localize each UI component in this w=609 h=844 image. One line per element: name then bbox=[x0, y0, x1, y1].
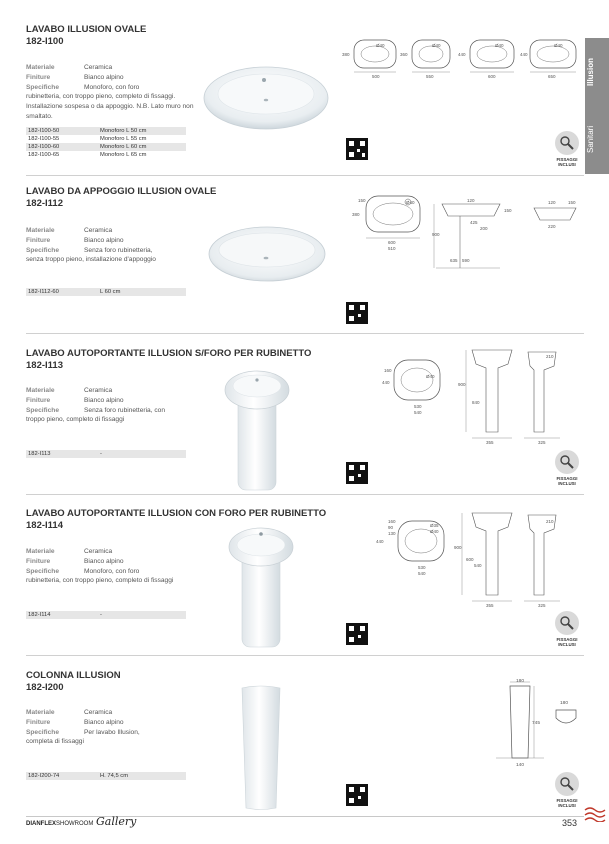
product-section-2 bbox=[0, 176, 584, 333]
product-image bbox=[200, 64, 332, 132]
product-image bbox=[236, 684, 286, 812]
table-row bbox=[26, 135, 186, 143]
dim-label: Ø40 bbox=[406, 200, 415, 205]
dim-label: 355 bbox=[486, 440, 494, 445]
product-image bbox=[226, 525, 296, 649]
product-properties bbox=[26, 708, 194, 747]
dim-label: 530 bbox=[414, 404, 422, 409]
product-code: 182-I100 bbox=[26, 36, 64, 47]
dim-label: Ø40 bbox=[430, 529, 439, 534]
product-properties bbox=[26, 63, 194, 122]
technical-drawing bbox=[374, 509, 574, 609]
qr-code bbox=[346, 138, 368, 160]
dim-label: 510 bbox=[388, 246, 396, 251]
dim-label: 220 bbox=[548, 224, 556, 229]
dim-label: 440 bbox=[382, 380, 390, 385]
dim-label: 440 bbox=[520, 52, 528, 57]
dim-label: Ø40 bbox=[376, 43, 385, 48]
dim-label: 840 bbox=[472, 400, 480, 405]
dim-label: 500 bbox=[372, 74, 380, 79]
dim-label: 180 bbox=[516, 679, 525, 684]
dim-label: 590 bbox=[462, 258, 470, 263]
qr-code bbox=[346, 302, 368, 324]
table-row bbox=[26, 127, 186, 135]
label-finiture: Finiture bbox=[26, 396, 51, 404]
label-materiale: Materiale bbox=[26, 709, 55, 716]
fixings-badge bbox=[550, 131, 584, 167]
dim-label: 355 bbox=[486, 603, 494, 608]
dim-label: 210 bbox=[546, 354, 554, 359]
dim-label: 900 bbox=[432, 232, 440, 237]
technical-drawing bbox=[350, 190, 582, 286]
value-specifiche: Senza foro rubinetteria, con bbox=[84, 406, 166, 414]
value-specifiche: Senza foro rubinetteria, bbox=[84, 246, 153, 254]
dim-label: 120 bbox=[467, 198, 475, 203]
variant-code: 182-I114 bbox=[28, 612, 51, 618]
label-specifiche: Specifiche bbox=[26, 83, 59, 91]
dim-label: 90 bbox=[388, 525, 394, 530]
table-row bbox=[26, 143, 186, 151]
value-materiale: Ceramica bbox=[84, 387, 113, 394]
dim-label: 900 bbox=[454, 545, 462, 550]
table-row bbox=[26, 151, 186, 159]
variant-table bbox=[26, 450, 186, 458]
product-image bbox=[206, 224, 328, 284]
wave-logo-icon bbox=[584, 806, 606, 822]
dim-label: 540 bbox=[414, 410, 422, 415]
badge-line-2: INCLUSI bbox=[558, 162, 576, 167]
badge-line-1: FISSAGGI bbox=[556, 476, 578, 481]
badge-line-1: FISSAGGI bbox=[556, 798, 578, 803]
dim-label: 600 bbox=[466, 557, 474, 562]
dim-label: Ø35 bbox=[430, 523, 439, 528]
value-specifiche-cont: rubinetteria, con troppo pieno, completo di fissaggi bbox=[26, 577, 174, 585]
value-finiture: Bianco alpino bbox=[84, 73, 124, 81]
dim-label: 540 bbox=[418, 571, 426, 576]
value-finiture: Bianco alpino bbox=[84, 396, 124, 404]
variant-desc: Monoforo L 65 cm bbox=[100, 152, 147, 158]
dim-label: 160 bbox=[384, 368, 392, 373]
label-materiale: Materiale bbox=[26, 387, 55, 394]
side-tab-primary: Illusion bbox=[586, 58, 595, 86]
product-code: 182-I200 bbox=[26, 682, 64, 693]
label-materiale: Materiale bbox=[26, 64, 55, 71]
dim-label: 210 bbox=[546, 519, 554, 524]
dim-label: 900 bbox=[458, 382, 466, 387]
dim-label: 150 bbox=[358, 198, 366, 203]
label-finiture: Finiture bbox=[26, 718, 51, 726]
dim-label: 425 bbox=[470, 220, 478, 225]
dim-label: 325 bbox=[538, 440, 546, 445]
dim-label: 380 bbox=[342, 52, 350, 57]
label-finiture: Finiture bbox=[26, 557, 51, 565]
product-properties bbox=[26, 547, 194, 586]
variant-table bbox=[26, 288, 186, 296]
label-specifiche: Specifiche bbox=[26, 728, 59, 736]
technical-drawing bbox=[490, 676, 582, 768]
table-row bbox=[26, 288, 186, 296]
variant-desc: L 60 cm bbox=[100, 289, 121, 295]
value-materiale: Ceramica bbox=[84, 548, 113, 555]
dim-label: 360 bbox=[400, 52, 408, 57]
variant-table bbox=[26, 611, 186, 619]
dim-label: Ø40 bbox=[426, 374, 435, 379]
dim-label: 200 bbox=[480, 226, 488, 231]
variant-desc: Monoforo L 50 cm bbox=[100, 128, 147, 134]
dim-label: 635 bbox=[450, 258, 458, 263]
variant-code: 182-I112-60 bbox=[28, 289, 59, 295]
product-properties bbox=[26, 226, 194, 265]
badge-line-1: FISSAGGI bbox=[556, 637, 578, 642]
wrench-icon bbox=[555, 772, 579, 796]
variant-code: 182-I100-60 bbox=[28, 144, 60, 150]
variant-desc: - bbox=[100, 612, 102, 618]
dim-label: 150 bbox=[568, 200, 576, 205]
brand-sub: SHOWROOM bbox=[56, 821, 94, 827]
dim-label: Ø40 bbox=[554, 43, 563, 48]
label-materiale: Materiale bbox=[26, 548, 55, 555]
product-section-1 bbox=[0, 0, 584, 175]
product-code: 182-I114 bbox=[26, 520, 63, 531]
table-row bbox=[26, 611, 186, 619]
value-finiture: Bianco alpino bbox=[84, 236, 124, 244]
variant-desc: H. 74,5 cm bbox=[100, 773, 129, 779]
side-tab-secondary: Sanitari bbox=[586, 125, 595, 153]
table-row bbox=[26, 450, 186, 458]
product-title: LAVABO ILLUSION OVALE bbox=[26, 24, 147, 35]
label-specifiche: Specifiche bbox=[26, 406, 59, 414]
label-specifiche: Specifiche bbox=[26, 246, 59, 254]
badge-line-2: INCLUSI bbox=[558, 803, 576, 808]
badge-line-2: INCLUSI bbox=[558, 481, 576, 486]
product-code: 182-I113 bbox=[26, 360, 63, 371]
dim-label: 150 bbox=[504, 208, 512, 213]
dim-label: 650 bbox=[548, 74, 556, 79]
wrench-icon bbox=[555, 611, 579, 635]
value-materiale: Ceramica bbox=[84, 227, 113, 234]
wrench-icon bbox=[555, 131, 579, 155]
dim-label: 600 bbox=[388, 240, 396, 245]
qr-code bbox=[346, 784, 368, 806]
product-section-3 bbox=[0, 334, 584, 494]
dim-label: 530 bbox=[418, 565, 426, 570]
value-finiture: Bianco alpino bbox=[84, 718, 124, 726]
dim-label: 440 bbox=[376, 539, 384, 544]
value-materiale: Ceramica bbox=[84, 64, 113, 71]
dim-label: 380 bbox=[352, 212, 360, 217]
product-title: LAVABO AUTOPORTANTE ILLUSION CON FORO PER RUBINETTO bbox=[26, 508, 327, 519]
value-specifiche: Monoforo, con foro bbox=[84, 83, 140, 91]
qr-code bbox=[346, 462, 368, 484]
dim-label: 550 bbox=[426, 74, 434, 79]
product-title: LAVABO AUTOPORTANTE ILLUSION S/FORO PER RUBINETTO bbox=[26, 348, 312, 359]
label-materiale: Materiale bbox=[26, 227, 55, 234]
dim-label: 140 bbox=[516, 763, 525, 768]
variant-desc: Monoforo L 55 cm bbox=[100, 136, 147, 142]
badge-line-2: INCLUSI bbox=[558, 642, 576, 647]
variant-code: 182-I100-50 bbox=[28, 128, 60, 134]
technical-drawing bbox=[340, 36, 582, 80]
badge-line-1: FISSAGGI bbox=[556, 157, 578, 162]
variant-desc: - bbox=[100, 451, 102, 457]
brand-name: DIANFLEX bbox=[26, 821, 56, 827]
dim-label: 745 bbox=[532, 721, 541, 726]
value-specifiche-cont: rubinetteria, con troppo pieno, completo di fissaggi. Installazione sospesa o da appoggio. N.B. Lato muro non smaltato. bbox=[26, 93, 194, 120]
product-code: 182-I112 bbox=[26, 198, 63, 209]
variant-code: 182-I100-55 bbox=[28, 136, 60, 142]
qr-code bbox=[346, 623, 368, 645]
variant-desc: Monoforo L 60 cm bbox=[100, 144, 147, 150]
page-number: 353 bbox=[562, 818, 578, 828]
footer-script-logo: Gallery bbox=[96, 815, 137, 828]
technical-drawing bbox=[374, 346, 574, 446]
fixings-badge bbox=[550, 450, 584, 486]
variant-code: 182-I200-74 bbox=[28, 773, 60, 779]
value-finiture: Bianco alpino bbox=[84, 557, 124, 565]
variant-table bbox=[26, 772, 186, 780]
label-finiture: Finiture bbox=[26, 73, 51, 81]
table-row bbox=[26, 772, 186, 780]
value-specifiche: Per lavabo Illusion, bbox=[84, 728, 140, 736]
product-properties bbox=[26, 386, 194, 425]
dim-label: 120 bbox=[548, 200, 556, 205]
footer-brand bbox=[26, 821, 93, 827]
fixings-badge bbox=[550, 611, 584, 647]
label-specifiche: Specifiche bbox=[26, 567, 59, 575]
variant-code: 182-I100-65 bbox=[28, 152, 60, 158]
dim-label: 540 bbox=[474, 563, 482, 568]
dim-label: 160 bbox=[388, 519, 396, 524]
fixings-badge bbox=[550, 772, 584, 808]
value-specifiche-cont: senza troppo pieno, installazione d'appoggio bbox=[26, 256, 156, 264]
dim-label: Ø40 bbox=[432, 43, 441, 48]
variant-table bbox=[26, 127, 186, 159]
value-specifiche-cont: completa di fissaggi bbox=[26, 738, 84, 746]
product-image bbox=[222, 368, 292, 492]
dim-label: 180 bbox=[560, 701, 569, 706]
dim-label: 440 bbox=[458, 52, 466, 57]
variant-code: 182-I113 bbox=[28, 451, 51, 457]
product-title: COLONNA ILLUSION bbox=[26, 670, 121, 681]
value-specifiche: Monoforo, con foro bbox=[84, 567, 140, 575]
product-section-4 bbox=[0, 495, 584, 655]
dim-label: 130 bbox=[388, 531, 396, 536]
value-specifiche-cont: troppo pieno, completo di fissaggi bbox=[26, 416, 125, 424]
wrench-icon bbox=[555, 450, 579, 474]
label-finiture: Finiture bbox=[26, 236, 51, 244]
product-title: LAVABO DA APPOGGIO ILLUSION OVALE bbox=[26, 186, 217, 197]
dim-label: Ø40 bbox=[495, 43, 504, 48]
product-section-5 bbox=[0, 656, 584, 816]
dim-label: 325 bbox=[538, 603, 546, 608]
value-materiale: Ceramica bbox=[84, 709, 113, 716]
dim-label: 600 bbox=[488, 74, 496, 79]
